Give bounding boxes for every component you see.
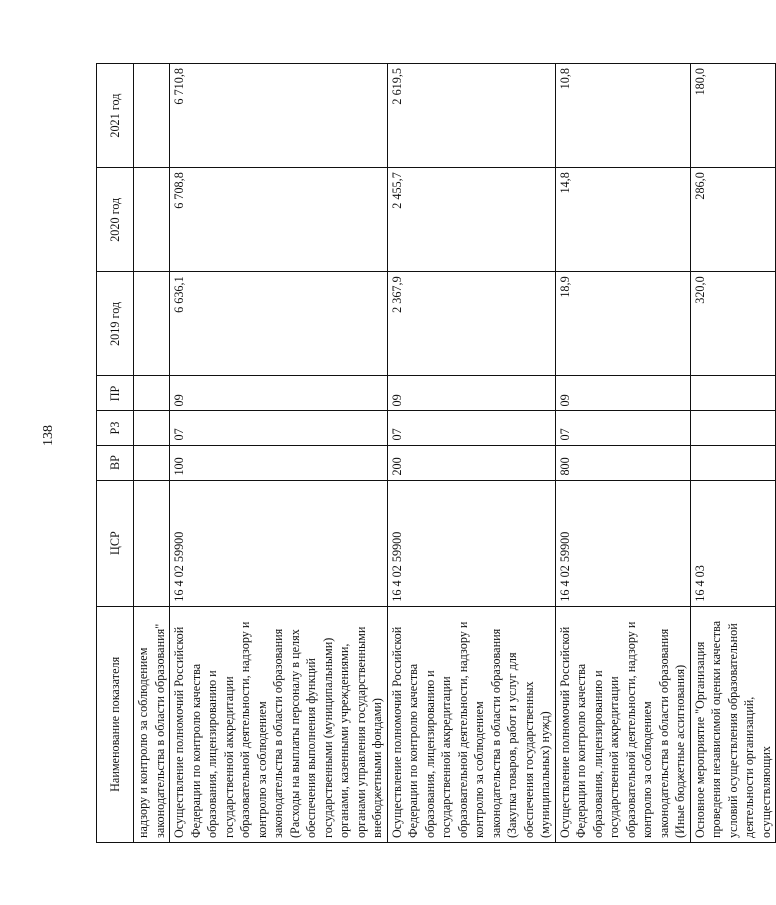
header-vr: ВР — [97, 445, 134, 480]
row-2021: 2 619,5 — [387, 64, 555, 168]
row-name: Основное мероприятие "Организация проведения независимой оценки качества условий осуществления образовательной деятельности организаций, осуществляющих — [690, 606, 776, 842]
row-rz — [134, 411, 170, 445]
row-vr: 200 — [387, 445, 555, 480]
row-vr — [134, 445, 170, 480]
row-2021: 6 710,8 — [170, 64, 388, 168]
row-rz: 07 — [555, 411, 690, 445]
table-header-row — [97, 64, 134, 843]
row-2019 — [134, 272, 170, 376]
row-2020: 2 455,7 — [387, 168, 555, 272]
row-csr: 16 4 02 59900 — [555, 480, 690, 606]
header-rz: РЗ — [97, 411, 134, 445]
row-rz: 07 — [170, 411, 388, 445]
budget-table — [96, 63, 776, 843]
row-vr: 100 — [170, 445, 388, 480]
header-pr: ПР — [97, 376, 134, 411]
row-rz: 07 — [387, 411, 555, 445]
row-vr: 800 — [555, 445, 690, 480]
row-2019: 2 367,9 — [387, 272, 555, 376]
row-vr — [690, 445, 776, 480]
header-2019: 2019 год — [97, 272, 134, 376]
table-row — [134, 64, 170, 843]
row-name: Осуществление полномочий Российской Федерации по контролю качества образования, лицензированию и государственной аккредитации образовательной деятельности, надзору и контролю за соблюдением законодательства в области образования (Расходы на выплаты персоналу в целях обеспечения выполнения функций государственными (муниципальными) органами, казенными учреждениями, органами управления государственными внебюджетными фондами) — [170, 606, 388, 842]
table-row — [387, 64, 555, 843]
table-row — [170, 64, 388, 843]
page-number: 138 — [41, 425, 56, 446]
row-pr — [690, 376, 776, 411]
row-2019: 6 636,1 — [170, 272, 388, 376]
row-rz — [690, 411, 776, 445]
row-pr: 09 — [387, 376, 555, 411]
header-2021: 2021 год — [97, 64, 134, 168]
row-2021: 10,8 — [555, 64, 690, 168]
row-csr: 16 4 02 59900 — [387, 480, 555, 606]
rotated-table-container — [96, 63, 773, 843]
row-pr: 09 — [555, 376, 690, 411]
row-csr: 16 4 02 59900 — [170, 480, 388, 606]
row-csr — [134, 480, 170, 606]
row-2019: 18,9 — [555, 272, 690, 376]
row-2020: 6 708,8 — [170, 168, 388, 272]
header-2020: 2020 год — [97, 168, 134, 272]
header-name: Наименование показателя — [97, 606, 134, 842]
table-row — [690, 64, 776, 843]
row-name: надзору и контролю за соблюдением законодательства в области образования" — [134, 606, 170, 842]
row-2020 — [134, 168, 170, 272]
row-2021 — [134, 64, 170, 168]
row-csr: 16 4 03 — [690, 480, 776, 606]
row-name: Осуществление полномочий Российской Федерации по контролю качества образования, лицензированию и государственной аккредитации образовательной деятельности, надзору и контролю за соблюдением законодательства в области образования (Закупка товаров, работ и услуг для обеспечения государственных (муниципальных) нужд) — [387, 606, 555, 842]
table-row — [555, 64, 690, 843]
row-name: Осуществление полномочий Российской Федерации по контролю качества образования, лицензированию и государственной аккредитации образовательной деятельности, надзору и контролю за соблюдением законодательства в области образования (Иные бюджетные ассигнования) — [555, 606, 690, 842]
row-2021: 180,0 — [690, 64, 776, 168]
row-2020: 14,8 — [555, 168, 690, 272]
row-2020: 286,0 — [690, 168, 776, 272]
row-pr: 09 — [170, 376, 388, 411]
row-2019: 320,0 — [690, 272, 776, 376]
header-csr: ЦСР — [97, 480, 134, 606]
row-pr — [134, 376, 170, 411]
